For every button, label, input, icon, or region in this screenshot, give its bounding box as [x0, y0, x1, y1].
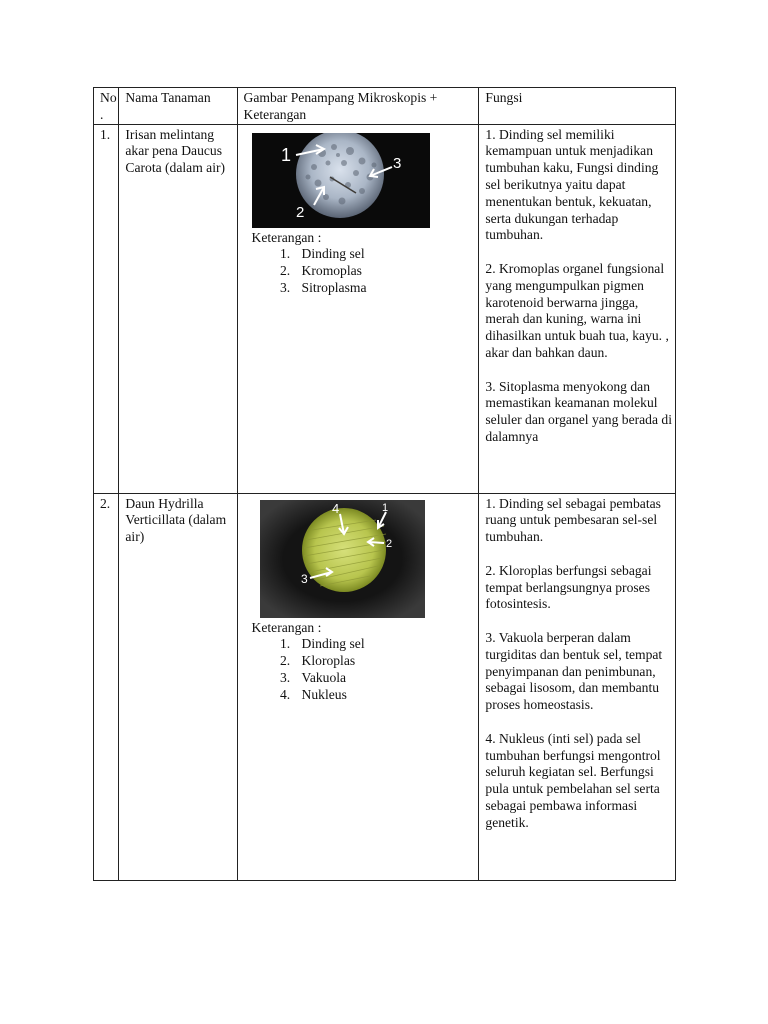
observation-table [93, 87, 676, 881]
table-row [94, 124, 676, 493]
function-paragraph: 1. Dinding sel sebagai pembatas ruang untuk pembesaran sel-sel tumbuhan. [485, 495, 661, 545]
microscope-image-hydrilla [260, 500, 425, 618]
row-number: 1. [94, 124, 119, 493]
function-paragraph: 3. Sitoplasma menyokong dan memastikan keamanan molekul seluler dan organel yang berada di dalamnya [485, 378, 672, 444]
header-plant-name: Nama Tanaman [119, 88, 237, 125]
header-no: No . [94, 88, 119, 125]
row-number: 2. [94, 493, 119, 880]
table-header-row [94, 88, 676, 125]
function-cell [479, 124, 676, 493]
list-item: 3. Sitroplasma [294, 280, 473, 297]
list-item: 2. Kromoplas [294, 263, 473, 280]
keterangan-label: Keterangan : [251, 619, 322, 635]
function-cell [479, 493, 676, 880]
microscope-image-carrot [252, 133, 430, 228]
image-cell [237, 124, 479, 493]
function-paragraph: 3. Vakuola berperan dalam turgiditas dan bentuk sel, tempat penyimpanan dan penimbunan, sebagai lisosom, dan membantu proses homeostasis. [485, 629, 663, 713]
function-paragraph: 4. Nukleus (inti sel) pada sel tumbuhan berfungsi mengontrol seluruh kegiatan sel. Berfungsi pula untuk pembelahan sel serta sebagai pembawa informasi genetik. [485, 730, 661, 830]
list-item: 2. Kloroplas [294, 653, 473, 670]
marker-label: 3 [300, 571, 308, 586]
marker-label: 2 [295, 203, 304, 221]
marker-label: 2 [385, 537, 392, 550]
header-function: Fungsi [479, 88, 676, 125]
marker-label: 1 [280, 144, 291, 165]
plant-name: Irisan melintang akar pena Daucus Carota (dalam air) [119, 124, 237, 493]
function-paragraph: 2. Kromoplas organel fungsional yang mengumpulkan pigmen karotenoid berwarna jingga, merah dan kuning, warna ini dihasilkan untuk buah tua, kayu. , akar dan bahkan daun. [485, 260, 669, 360]
list-item: 4. Nukleus [294, 687, 473, 704]
function-paragraph: 1. Dinding sel memiliki kemampuan untuk menjadikan tumbuhan kaku, Fungsi dinding sel berikutnya yaitu dapat menentukan bentuk, kekuatan, serta dukungan terhadap tumbuhan. [485, 126, 659, 243]
plant-name: Daun Hydrilla Verticillata (dalam air) [119, 493, 237, 880]
list-item: 3. Vakuola [294, 670, 473, 687]
list-item: 1. Dinding sel [294, 636, 473, 653]
function-paragraph: 2. Kloroplas berfungsi sebagai tempat berlangsungnya proses fotosintesis. [485, 562, 652, 612]
list-item: 1. Dinding sel [294, 246, 473, 263]
marker-label: 1 [381, 501, 388, 514]
keterangan-label: Keterangan : [251, 229, 322, 245]
header-microscope-image: Gambar Penampang Mikroskopis + Keterangan [237, 88, 479, 125]
keterangan-list [246, 246, 473, 296]
keterangan-list [246, 636, 473, 703]
table-row [94, 493, 676, 880]
marker-label: 3 [392, 154, 401, 172]
image-cell [237, 493, 479, 880]
marker-label: 4 [331, 500, 339, 516]
